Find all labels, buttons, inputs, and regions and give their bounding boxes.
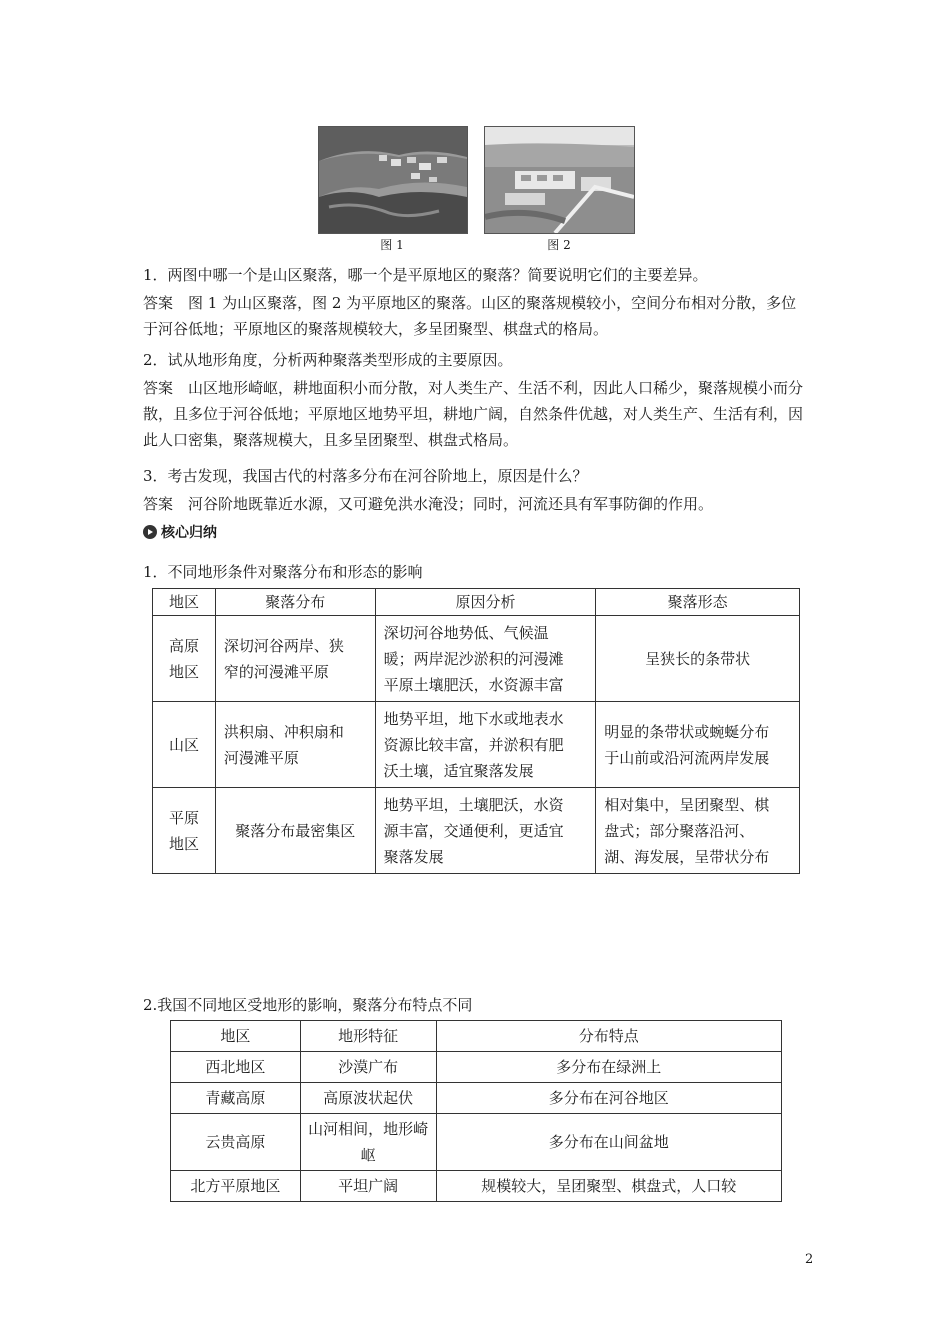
figure-2-caption: 图 2 — [547, 238, 571, 252]
table-cell: 地势平坦，土壤肥沃，水资 源丰富，交通便利，更适宜 聚落发展 — [375, 788, 596, 874]
table-row — [171, 1171, 782, 1202]
table-cell: 山河相间，地形崎 岖 — [300, 1114, 436, 1171]
answer-3: 答案 河谷阶地既靠近水源，又可避免洪水淹没；同时，河流还具有军事防御的作用。 — [143, 495, 714, 513]
figure-2-plain-settlement-photo — [484, 126, 635, 234]
table-cell: 沙漠广布 — [300, 1052, 436, 1083]
table-cell: 青藏高原 — [171, 1083, 301, 1114]
table-header-cell: 聚落分布 — [215, 589, 375, 616]
table-cell: 洪积扇、冲积扇和 河漫滩平原 — [215, 702, 375, 788]
table-cell: 地势平坦，地下水或地表水 资源比较丰富，并淤积有肥 沃土壤，适宜聚落发展 — [375, 702, 596, 788]
table-header-row — [171, 1021, 782, 1052]
answer-2: 答案 山区地形崎岖，耕地面积小而分散，对人类生产、生活不利，因此人口稀少，聚落规模小而分散，且多位于河谷低地；平原地区地势平坦，耕地广阔，自然条件优越，对人类生产、生活有利，因此人口密集，聚落规模大，且多呈团聚型、棋盘式格局。 — [143, 379, 804, 449]
table-row — [171, 1083, 782, 1114]
table-header-cell: 地区 — [171, 1021, 301, 1052]
table-row — [153, 702, 800, 788]
table-cell: 平原 地区 — [153, 788, 216, 874]
figure-1-mountain-settlement-photo — [318, 126, 468, 234]
table-cell: 聚落分布最密集区 — [215, 788, 375, 874]
table-row — [153, 788, 800, 874]
table-header-cell: 地区 — [153, 589, 216, 616]
page-number: 2 — [805, 1252, 814, 1267]
table-cell: 高原 地区 — [153, 616, 216, 702]
table-header-cell: 原因分析 — [375, 589, 596, 616]
table-cell: 呈狭长的条带状 — [596, 616, 800, 702]
table-cell: 平坦广阔 — [300, 1171, 436, 1202]
table-row — [171, 1114, 782, 1171]
table-row — [171, 1052, 782, 1083]
question-1: 1．两图中哪一个是山区聚落，哪一个是平原地区的聚落？简要说明它们的主要差异。 — [143, 266, 708, 284]
table-header-cell: 地形特征 — [300, 1021, 436, 1052]
table-cell: 西北地区 — [171, 1052, 301, 1083]
table-cell: 山区 — [153, 702, 216, 788]
region-settlement-table — [170, 1020, 782, 1202]
table-cell: 多分布在河谷地区 — [436, 1083, 781, 1114]
table-cell: 深切河谷两岸、狭 窄的河漫滩平原 — [215, 616, 375, 702]
table-cell: 云贵高原 — [171, 1114, 301, 1171]
table-cell: 北方平原地区 — [171, 1171, 301, 1202]
table-cell: 深切河谷地势低、气候温 暖；两岸泥沙淤积的河漫滩 平原土壤肥沃，水资源丰富 — [375, 616, 596, 702]
question-3: 3．考古发现，我国古代的村落多分布在河谷阶地上，原因是什么？ — [143, 467, 588, 485]
table-cell: 相对集中，呈团聚型、棋 盘式；部分聚落沿河、 湖、海发展，呈带状分布 — [596, 788, 800, 874]
table-cell: 明显的条带状或蜿蜒分布 于山前或沿河流两岸发展 — [596, 702, 800, 788]
section-heading — [143, 522, 217, 542]
table-cell: 多分布在山间盆地 — [436, 1114, 781, 1171]
figure-1-caption: 图 1 — [380, 238, 404, 252]
table-cell: 多分布在绿洲上 — [436, 1052, 781, 1083]
table-cell: 规模较大，呈团聚型、棋盘式，人口较 — [436, 1171, 781, 1202]
terrain-settlement-table — [152, 588, 800, 874]
table1-title: 1．不同地形条件对聚落分布和形态的影响 — [143, 563, 423, 581]
question-2: 2．试从地形角度，分析两种聚落类型形成的主要原因。 — [143, 351, 513, 369]
table2-title: 2.我国不同地区受地形的影响，聚落分布特点不同 — [143, 996, 473, 1014]
table-row — [153, 616, 800, 702]
table-cell: 高原波状起伏 — [300, 1083, 436, 1114]
answer-1: 答案 图 1 为山区聚落，图 2 为平原地区的聚落。山区的聚落规模较小，空间分布相对分散，多位于河谷低地；平原地区的聚落规模较大，多呈团聚型、棋盘式的格局。 — [143, 294, 797, 338]
table-header-cell: 聚落形态 — [596, 589, 800, 616]
table-header-cell: 分布特点 — [436, 1021, 781, 1052]
section-title: 核心归纳 — [161, 525, 217, 541]
table-header-row — [153, 589, 800, 616]
play-circle-icon — [143, 525, 157, 539]
